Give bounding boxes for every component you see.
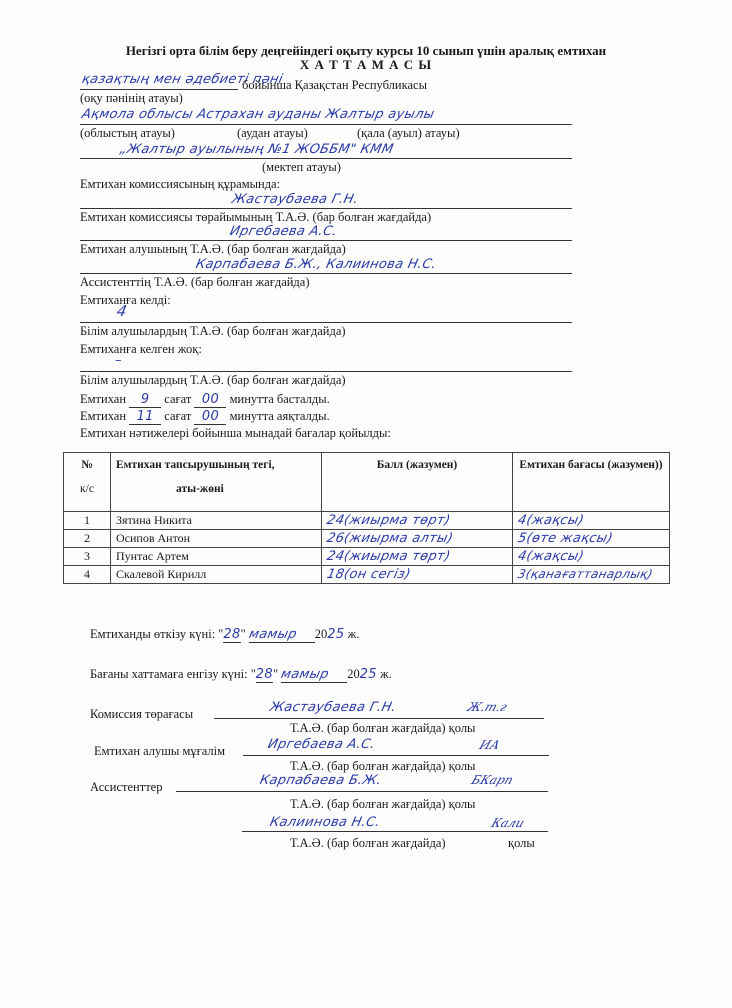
chair-name: Жастаубаева Г.Н. (268, 700, 398, 715)
assistant1-caption: Т.А.Ә. (бар болған жағдайда) қолы (290, 797, 476, 811)
chair-caption: Т.А.Ә. (бар болған жағдайда) қолы (290, 721, 476, 735)
exam-year: 25 (327, 627, 345, 642)
end-hour: 11 (129, 410, 161, 425)
assistant2-caption-sign: қолы (508, 836, 535, 850)
record-date-line: Бағаны хаттамаға енгізу күні: "28" мамыр 2025 ж. (90, 667, 392, 682)
results-intro: Емтихан нәтижелері бойынша мынадай бағалар қойылды: (80, 426, 391, 440)
subject-suffix: бойынша Қазақстан Республикасы (242, 78, 427, 92)
teacher-caption: Т.А.Ә. (бар болған жағдайда) қолы (290, 759, 476, 773)
location-caption-region: (облыстың атауы) (80, 126, 175, 140)
absent-value: – (113, 353, 124, 368)
start-hour: 9 (129, 393, 161, 408)
assistant2-signature-icon: Кали (489, 816, 527, 830)
chair-signature-icon: Ж.т.г (465, 700, 510, 714)
table-row: 3 Пунтас Артем 24(жиырма төрт) 4(жақсы) (64, 548, 670, 566)
assistants-label: Ассистенттер (90, 780, 163, 794)
assistant2-caption: Т.А.Ә. (бар болған жағдайда) (290, 836, 446, 850)
exam-month: мамыр (249, 628, 315, 643)
school-value: „Жалтыр ауылының №1 ЖОББМ" КММ (118, 142, 395, 157)
commission-intro: Емтихан комиссиясының құрамында: (80, 177, 281, 191)
table-row: 4 Скалевой Кирилл 18(он сегіз) 3(қанағаттанарлық) (64, 566, 670, 584)
absent-caption: Білім алушылардың Т.А.Ә. (бар болған жағдайда) (80, 373, 346, 387)
exam-date-line: Емтиханды өткізу күні: "28" мамыр 2025 ж. (90, 627, 360, 642)
record-year: 25 (359, 667, 377, 682)
commission-examiner-caption: Емтихан алушының Т.А.Ә. (бар болған жағдайда) (80, 242, 346, 256)
location-value: Ақмола облысы Астрахан ауданы Жалтыр ауылы (80, 107, 436, 122)
commission-assistants-value: Карпабаева Б.Ж., Калиинова Н.С. (194, 257, 438, 272)
commission-chair-value: Жастаубаева Г.Н. (230, 192, 360, 207)
table-row: 1 Зятина Никита 24(жиырма төрт) 4(жақсы) (64, 512, 670, 530)
present-value: 4 (115, 302, 129, 320)
results-table (63, 452, 670, 584)
header-grade: Емтихан бағасы (жазумен)) (513, 453, 670, 512)
exam-day: 28 (223, 627, 241, 642)
teacher-label: Емтихан алушы мұғалім (94, 744, 226, 758)
end-time-line: Емтихан 11 сағат 00 минутта аяқталды. (80, 409, 330, 424)
assistant2-name: Калиинова Н.С. (268, 815, 382, 830)
commission-examiner-value: Иргебаева А.С. (228, 224, 339, 239)
start-minute: 00 (194, 393, 226, 408)
teacher-signature-icon: ИА (477, 738, 503, 752)
absent-label: Емтиханға келген жоқ: (80, 342, 202, 356)
header-score: Балл (жазумен) (322, 453, 513, 512)
start-time-line: Емтихан 9 сағат 00 минутта басталды. (80, 392, 330, 407)
school-caption: (мектеп атауы) (262, 160, 341, 174)
table-row: 2 Осипов Антон 26(жиырма алты) 5(өте жақсы) (64, 530, 670, 548)
location-caption-city: (қала (ауыл) атауы) (357, 126, 460, 140)
commission-chair-caption: Емтихан комиссиясы төрайымының Т.А.Ә. (бар болған жағдайда) (80, 210, 432, 224)
teacher-name: Иргебаева А.С. (266, 737, 377, 752)
header-name: Емтихан тапсырушының тегі, аты-жөні (111, 453, 322, 512)
chair-label: Комиссия төрағасы (90, 707, 194, 721)
record-month: мамыр (281, 668, 347, 683)
record-day: 28 (255, 667, 273, 682)
header-num: № к/с (64, 453, 111, 512)
assistant1-signature-icon: БКарп (469, 773, 516, 787)
location-caption-district: (аудан атауы) (237, 126, 308, 140)
commission-assistants-caption: Ассистенттің Т.А.Ә. (бар болған жағдайда) (80, 275, 310, 289)
present-label: Емтиханға келді: (80, 293, 171, 307)
subject-value: қазақтың мен әдебиеті пәні (80, 72, 285, 87)
end-minute: 00 (194, 410, 226, 425)
results-table-header (64, 453, 670, 512)
document-title: Негізгі орта білім беру деңгейіндегі оқыту курсы 10 сынып үшін аралық емтихан (125, 43, 607, 58)
subject-caption: (оқу пәнінің атауы) (80, 91, 183, 105)
assistant1-name: Карпабаева Б.Ж. (258, 773, 383, 788)
present-caption: Білім алушылардың Т.А.Ә. (бар болған жағдайда) (80, 324, 346, 338)
document-subtitle: Х А Т Т А М А С Ы (299, 57, 433, 72)
